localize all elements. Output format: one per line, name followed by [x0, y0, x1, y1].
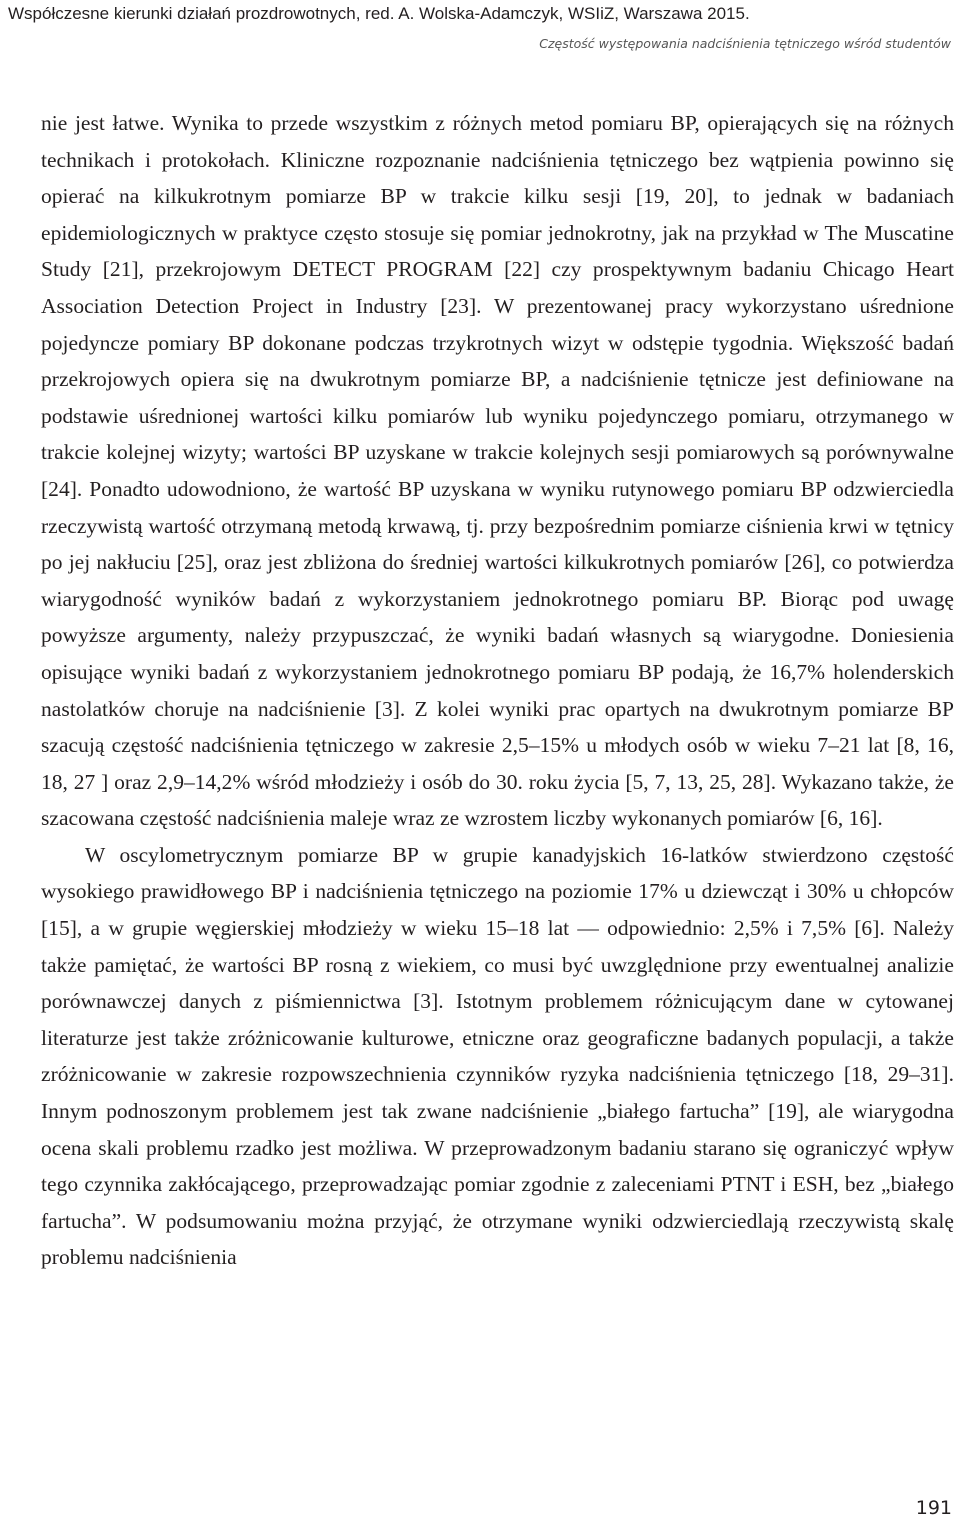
paragraph-continuation: nie jest łatwe. Wynika to przede wszystkim z różnych metod pomiaru BP, opierających się na różnych technikach i protokołach. Kliniczne rozpoznanie nadciśnienia tętniczego bez wątpienia powinno się opierać na kilkukrotnym pomiarze BP w trakcie kilku sesji [19, 20], to jednak w badaniach epidemiologicznych w praktyce często stosuje się pomiar jednokrotny, jak na przykład w The Muscatine Study [21], przekrojowym DETECT PROGRAM [22] czy prospektywnym badaniu Chicago Heart Association Detection Project in Industry [23]. W prezentowanej pracy wykorzystano uśrednione pojedyncze pomiary BP dokonane podczas trzykrotnych wizyt w odstępie tygodnia. Większość badań przekrojowych opiera się na dwukrotnym pomiarze BP, a nadciśnienie tętnicze jest definiowane na podstawie uśrednionej wartości kilku pomiarów lub wyniku pojedynczego pomiaru, otrzymanego w trakcie kolejnej wizyty; wartości BP uzyskane w trakcie kolejnych sesji pomiarowych są porównywalne [24]. Ponadto udowodniono, że wartość BP uzyskana w wyniku rutynowego pomiaru BP odzwierciedla rzeczywistą wartość otrzymaną metodą krwawą, tj. przy bezpośrednim pomiarze ciśnienia krwi w tętnicy po jej nakłuciu [25], oraz jest zbliżona do średniej wartości kilkukrotnych pomiarów [26], co potwierdza wiarygodność wyników badań z wykorzystaniem jednokrotnego pomiaru BP. Biorąc pod uwagę powyższe argumenty, należy przypuszczać, że wyniki badań własnych są wiarygodne. Doniesienia opisujące wyniki badań z wykorzystaniem jednokrotnego pomiaru BP podają, że 16,7% holenderskich nastolatków choruje na nadciśnienie [3]. Z kolei wyniki prac opartych na dwukrotnym pomiarze BP szacują częstość nadciśnienia tętniczego w zakresie 2,5–15% u młodych osób w wieku 7–21 lat [8, 16, 18, 27 ] oraz 2,9–14,2% wśród młodzieży i osób do 30. roku życia [5, 7, 13, 25, 28]. Wykazano także, że szacowana częstość nadciśnienia maleje wraz ze wzrostem liczby wykonanych pomiarów [6, 16]. — [41, 111, 954, 831]
book-source-header: Współczesne kierunki działań prozdrowotnych, red. A. Wolska-Adamczyk, WSIiZ, Warszawa 2015. — [8, 4, 750, 23]
article-body — [41, 105, 954, 1276]
running-title: Częstość występowania nadciśnienia tętniczego wśród studentów — [539, 36, 951, 51]
paragraph-oscillometric-measurement: W oscylometrycznym pomiarze BP w grupie kanadyjskich 16-latków stwierdzono częstość wysokiego prawidłowego BP i nadciśnienia tętniczego na poziomie 17% u dziewcząt i 30% u chłopców [15], a w grupie węgierskiej młodzieży w wieku 15–18 lat — odpowiednio: 2,5% i 7,5% [6]. Należy także pamiętać, że wartości BP rosną z wiekiem, co musi być uwzględnione przy ewentualnej analizie porównawczej danych z piśmiennictwa [3]. Istotnym problemem różnicującym dane w cytowanej literaturze jest także zróżnicowanie kulturowe, etniczne oraz geograficzne badanych populacji, a także zróżnicowanie w zakresie rozpowszechnienia czynników ryzyka nadciśnienia tętniczego [18, 29–31]. Innym podnoszonym problemem jest tak zwane nadciśnienie „białego fartucha” [19], ale wiarygodna ocena skali problemu rzadko jest możliwa. W przeprowadzonym badaniu starano się ograniczyć wpływ tego czynnika zakłócającego, przeprowadzając pomiar zgodnie z zaleceniami PTNT i ESH, bez „białego fartucha”. W podsumowaniu można przyjąć, że otrzymane wyniki odzwierciedlają rzeczywistą skalę problemu nadciśnienia — [41, 842, 954, 1270]
page-number: 191 — [915, 1497, 952, 1519]
